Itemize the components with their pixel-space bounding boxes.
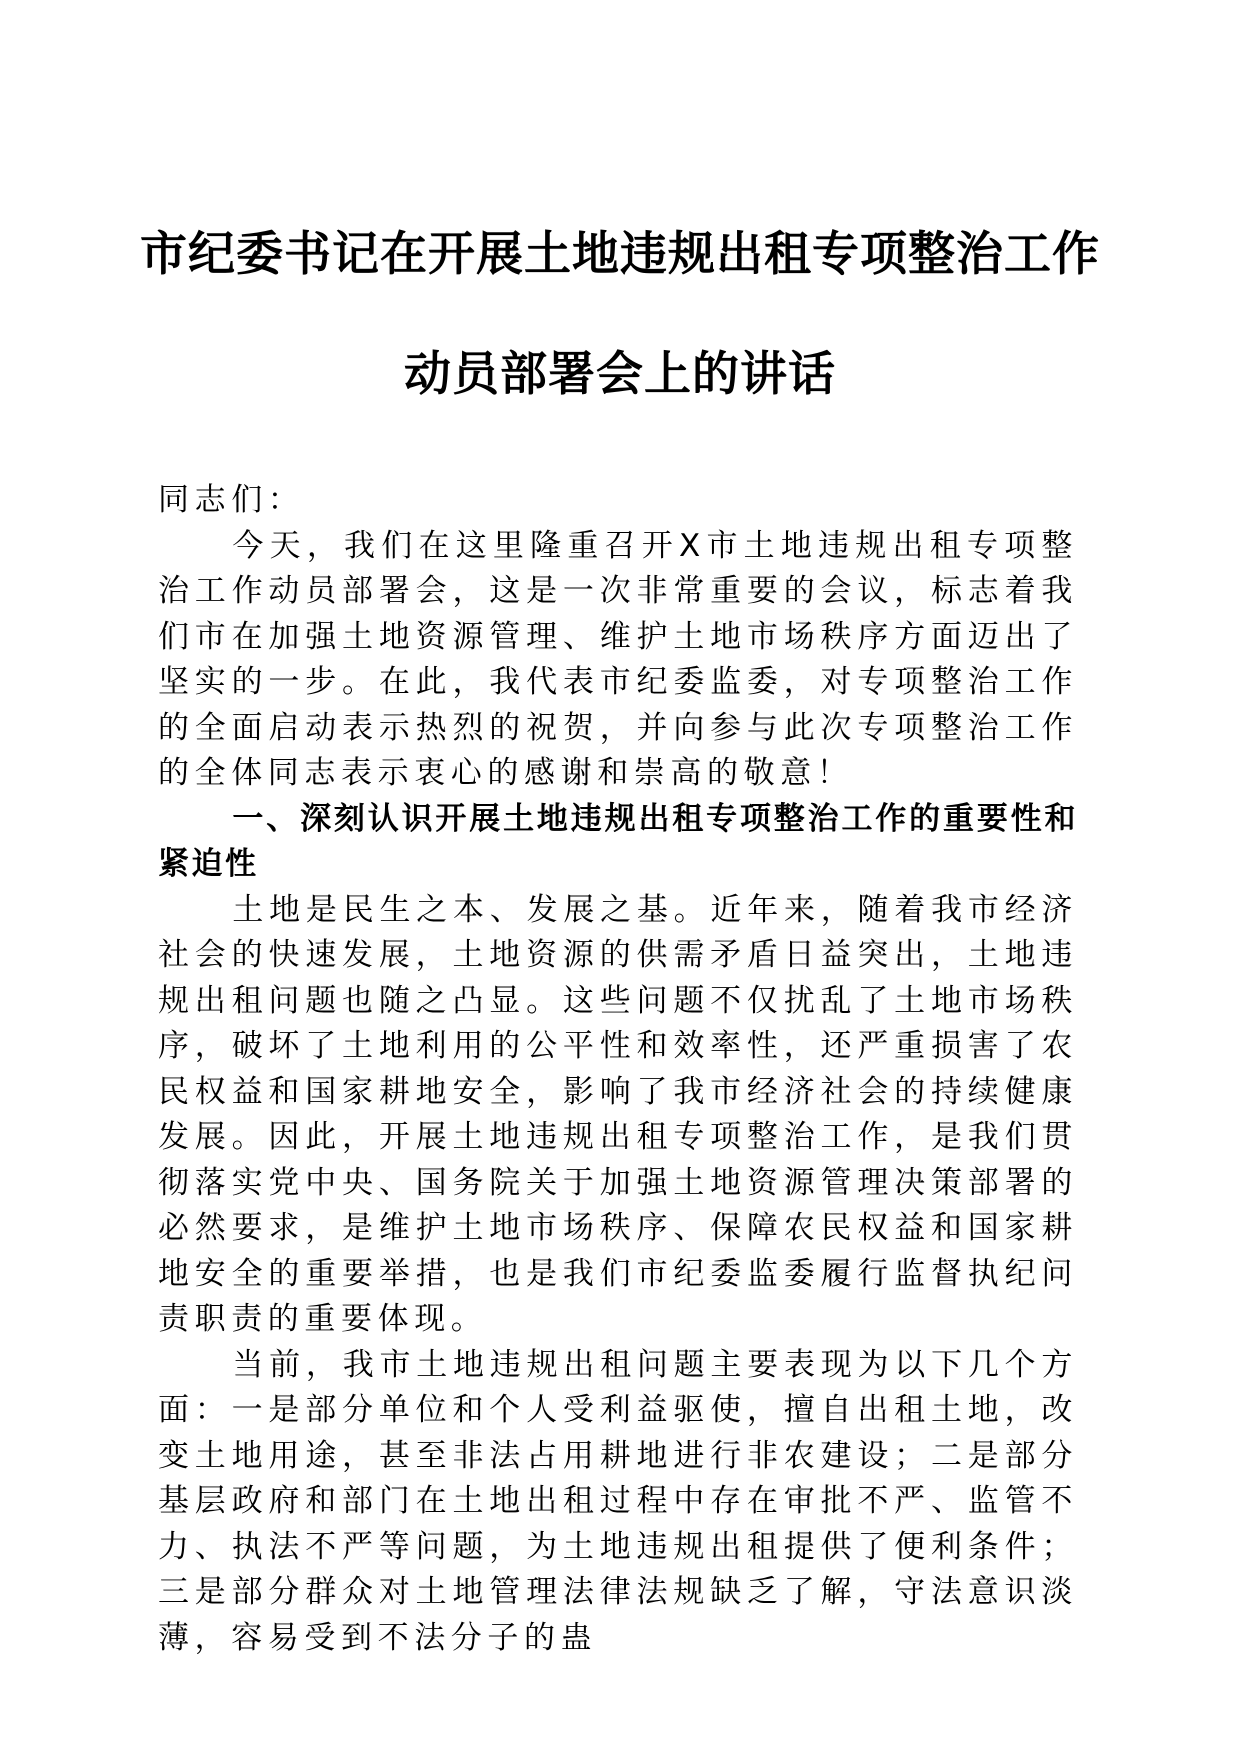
paragraph-land-importance: 土地是民生之本、发展之基。近年来，随着我市经济社会的快速发展，土地资源的供需矛盾日益突出，土地违规出租问题也随之凸显。这些问题不仅扰乱了土地市场秩序，破坏了土地利用的公平性和效率性，还严重损害了农民权益和国家耕地安全，影响了我市经济社会的持续健康发展。因此，开展土地违规出租专项整治工作，是我们贯彻落实党中央、国务院关于加强土地资源管理决策部署的必然要求，是维护土地市场秩序、保障农民权益和国家耕地安全的重要举措，也是我们市纪委监委履行监督执纪问责职责的重要体现。 — [158, 891, 1078, 1337]
salutation: 同志们： — [158, 482, 305, 518]
paragraph-current-issues: 当前，我市土地违规出租问题主要表现为以下几个方面：一是部分单位和个人受利益驱使，擅自出租土地，改变土地用途，甚至非法占用耕地进行非农建设；二是部分基层政府和部门在土地出租过程中存在审批不严、监管不力、执法不严等问题，为土地违规出租提供了便利条件；三是部分群众对土地管理法律法规缺乏了解，守法意识淡薄，容易受到不法分子的蛊 — [158, 1346, 1078, 1656]
document-title-line-1: 市纪委书记在开展土地违规出租专项整治工作 — [140, 227, 1100, 282]
document-title-line-2: 动员部署会上的讲话 — [404, 347, 836, 402]
document-body — [158, 478, 1078, 1661]
section-heading-1: 一、深刻认识开展土地违规出租专项整治工作的重要性和紧迫性 — [158, 800, 1078, 882]
paragraph-opening: 今天，我们在这里隆重召开X市土地违规出租专项整治工作动员部署会，这是一次非常重要的会议，标志着我们市在加强土地资源管理、维护土地市场秩序方面迈出了坚实的一步。在此，我代表市纪委监委，对专项整治工作的全面启动表示热烈的祝贺，并向参与此次专项整治工作的全体同志表示衷心的感谢和崇高的敬意！ — [158, 527, 1078, 791]
